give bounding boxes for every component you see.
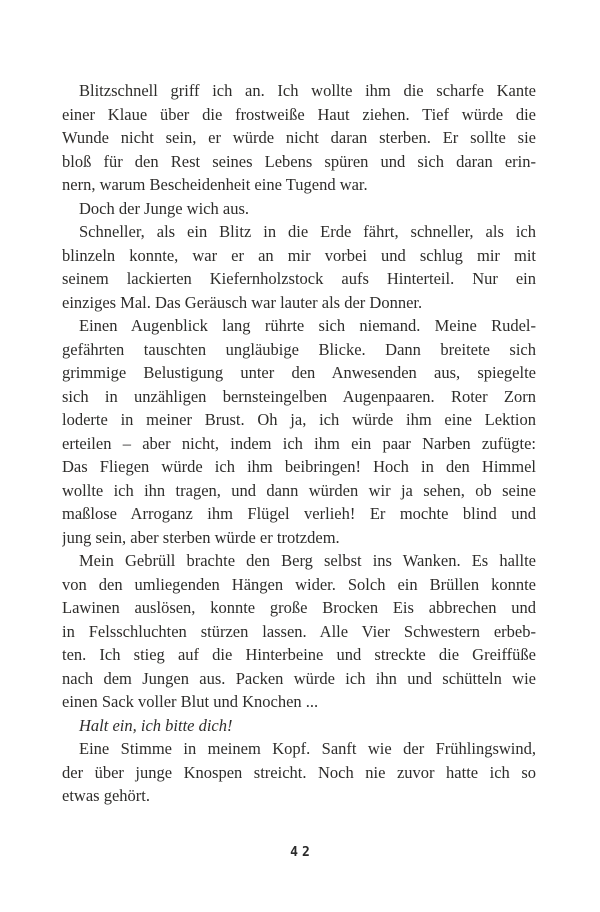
text-line: nern, warum Bescheidenheit eine Tugend war. bbox=[62, 175, 368, 194]
text-line: sich in unzähligen bernsteingelben Augenpaaren. Roter Zorn bbox=[62, 386, 536, 406]
text-line: Eine Stimme in meinem Kopf. Sanft wie der Frühlingswind, bbox=[79, 739, 536, 758]
text-line: einziges Mal. Das Geräusch war lauter als der Donner. bbox=[62, 292, 423, 312]
text-line: Wunde nicht sein, er würde nicht daran sterben. Er sollte sie bbox=[62, 128, 536, 147]
paragraph bbox=[62, 314, 536, 549]
text-line: Halt ein, ich bitte dich! bbox=[79, 715, 233, 735]
paragraph bbox=[62, 549, 536, 714]
text-line: in Felsschluchten stürzen lassen. Alle Vier Schwestern erbeb- bbox=[62, 621, 536, 641]
text-line: seinem lackierten Kiefernholzstock aufs Hinterteil. Nur ein bbox=[62, 269, 536, 288]
page-text-block bbox=[62, 79, 536, 808]
text-line: Lawinen auslösen, konnte große Brocken Eis abbrechen und bbox=[62, 598, 536, 617]
text-line: jung sein, aber sterben würde er trotzdem. bbox=[62, 527, 340, 547]
page-number: 42 bbox=[290, 845, 314, 860]
text-line: Schneller, als ein Blitz in die Erde fährt, schneller, als ich bbox=[79, 222, 536, 241]
text-line: wollte ich ihn tragen, und dann würden wir ja sehen, ob seine bbox=[62, 480, 536, 500]
text-line: etwas gehört. bbox=[62, 786, 150, 805]
text-line: loderte in meiner Brust. Oh ja, ich würde ihm eine Lektion bbox=[62, 410, 536, 429]
text-line: nach dem Jungen aus. Packen würde ich ihn und schütteln wie bbox=[62, 668, 536, 688]
paragraph bbox=[62, 714, 536, 738]
text-line: maßlose Arroganz ihm Flügel verlieh! Er mochte blind und bbox=[62, 504, 536, 523]
text-line: Das Fliegen würde ich ihm beibringen! Hoch in den Himmel bbox=[62, 457, 536, 476]
paragraph bbox=[62, 220, 536, 314]
text-line: der über junge Knospen streicht. Noch nie zuvor hatte ich so bbox=[62, 762, 536, 782]
text-line: gefährten tauschten ungläubige Blicke. Dann breitete sich bbox=[62, 339, 536, 359]
paragraph bbox=[62, 737, 536, 808]
text-line: Blitzschnell griff ich an. Ich wollte ihm die scharfe Kante bbox=[79, 81, 536, 100]
text-line: blinzeln konnte, war er an mir vorbei und schlug mir mit bbox=[62, 245, 536, 265]
text-line: erteilen – aber nicht, indem ich ihm ein paar Narben zufügte: bbox=[62, 433, 536, 453]
paragraph bbox=[62, 79, 536, 197]
text-line: von den umliegenden Hängen wider. Solch ein Brüllen konnte bbox=[62, 574, 536, 594]
text-line: grimmige Belustigung unter den Anwesenden aus, spiegelte bbox=[62, 363, 536, 382]
text-line: Einen Augenblick lang rührte sich niemand. Meine Rudel- bbox=[79, 316, 536, 335]
text-line: einer Klaue über die frostweiße Haut ziehen. Tief würde die bbox=[62, 104, 536, 124]
paragraph bbox=[62, 197, 536, 221]
text-line: ten. Ich stieg auf die Hinterbeine und streckte die Greiffüße bbox=[62, 645, 536, 664]
text-line: Doch der Junge wich aus. bbox=[79, 198, 249, 218]
text-line: Mein Gebrüll brachte den Berg selbst ins Wanken. Es hallte bbox=[79, 551, 536, 570]
text-line: einen Sack voller Blut und Knochen ... bbox=[62, 692, 319, 711]
text-line: bloß für den Rest seines Lebens spüren und sich daran erin- bbox=[62, 151, 536, 171]
